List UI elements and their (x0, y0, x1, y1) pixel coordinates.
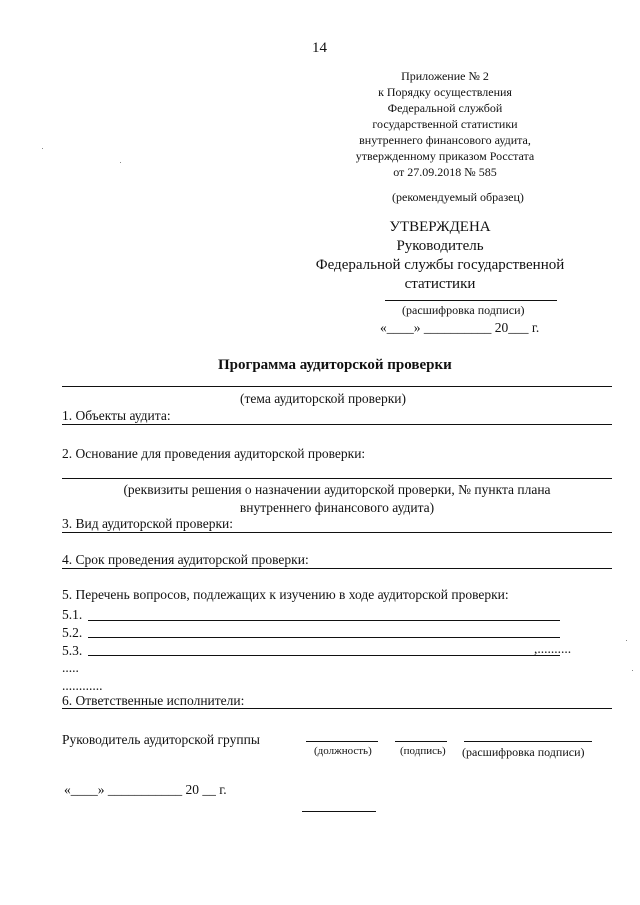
approval-line: Руководитель (396, 238, 484, 254)
scan-speck (632, 670, 633, 671)
signature-line (395, 741, 447, 742)
section-2-line (62, 478, 612, 479)
appendix-line: государственной статистики (372, 117, 518, 131)
scan-speck (120, 162, 121, 163)
appendix-line: Федеральной службой (387, 101, 503, 115)
list-ellipsis: ............ (62, 678, 103, 693)
scan-speck (42, 148, 43, 149)
scan-speck (626, 640, 627, 641)
section-3-label: 3. Вид аудиторской проверки: (62, 516, 234, 531)
item-5-3: 5.3. (62, 643, 83, 658)
appendix-block (320, 68, 570, 180)
item-5-1: 5.1. (62, 607, 83, 622)
item-5-3-trail: ,.......... (534, 641, 572, 656)
section-4-label: 4. Срок проведения аудиторской проверки: (62, 552, 309, 567)
decoding-caption: (расшифровка подписи) (462, 745, 585, 759)
section-6-line (62, 708, 612, 709)
approval-block (270, 218, 610, 294)
section-5-label: 5. Перечень вопросов, подлежащих к изучению в ходе аудиторской проверки: (62, 587, 509, 602)
page-number: 14 (312, 40, 327, 56)
approval-title: УТВЕРЖДЕНА (389, 219, 491, 235)
item-5-2-line (88, 637, 560, 638)
bottom-line (302, 811, 376, 812)
decoding-line (464, 741, 592, 742)
item-5-2: 5.2. (62, 625, 83, 640)
appendix-line: утвержденному приказом Росстата (355, 149, 535, 163)
signature-caption: (подпись) (400, 745, 446, 757)
section-2-caption-line: внутреннего финансового аудита) (239, 500, 435, 515)
approval-date: «____» __________ 20___ г. (380, 320, 540, 335)
section-3-line (62, 532, 612, 533)
position-caption: (должность) (314, 745, 372, 757)
approval-line: Федеральной службы государственной (315, 257, 565, 273)
sample-note: (рекомендуемый образец) (392, 190, 524, 204)
appendix-line: внутреннего финансового аудита, (359, 133, 531, 147)
list-ellipsis: ..... (62, 660, 79, 675)
section-1-label: 1. Объекты аудита: (62, 408, 171, 423)
item-5-1-line (88, 620, 560, 621)
appendix-line: от 27.09.2018 № 585 (393, 165, 497, 179)
position-line (306, 741, 378, 742)
leader-label: Руководитель аудиторской группы (62, 732, 260, 747)
section-6-label: 6. Ответственные исполнители: (62, 693, 245, 708)
bottom-date: «____» ___________ 20 __ г. (64, 782, 227, 797)
approval-line: статистики (404, 276, 476, 292)
program-title: Программа аудиторской проверки (218, 357, 452, 373)
section-2-caption-line: (реквизиты решения о назначении аудиторской проверки, № пункта плана (123, 482, 551, 497)
section-2-label: 2. Основание для проведения аудиторской проверки: (62, 446, 366, 461)
appendix-line: Приложение № 2 (401, 69, 489, 83)
section-2-caption (62, 481, 612, 517)
signature-caption: (расшифровка подписи) (402, 303, 525, 317)
appendix-line: к Порядку осуществления (378, 85, 512, 99)
topic-caption: (тема аудиторской проверки) (240, 391, 406, 406)
item-5-3-line (88, 655, 560, 656)
topic-line (62, 386, 612, 387)
signature-line (385, 300, 557, 301)
section-1-line (62, 424, 612, 425)
section-4-line (62, 568, 612, 569)
